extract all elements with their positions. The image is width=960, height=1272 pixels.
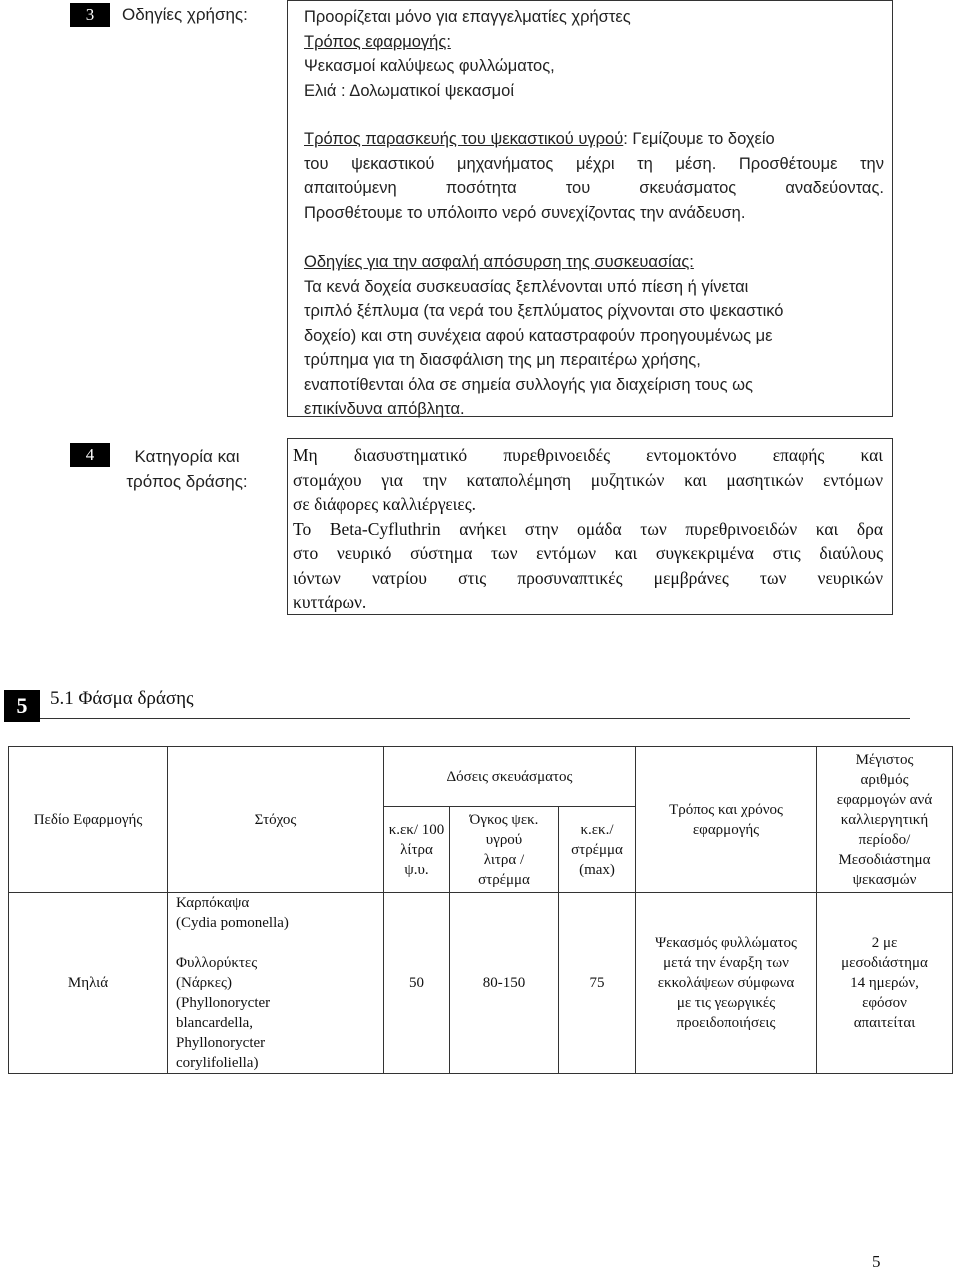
section-divider xyxy=(40,718,910,719)
section-number-3: 3 xyxy=(70,3,110,27)
header-dose-per-stremma: κ.εκ./ στρέμμα (max) xyxy=(559,807,636,893)
mode-of-action-line: στο νευρικό σύστημα των εντόμων και συγκεκριμένα στις διαύλους xyxy=(293,543,883,563)
disposal-line: τρύπημα για τη διασφάλιση της μη περαιτέρω χρήσης, xyxy=(304,351,701,369)
disposal-line: δοχείο) και στη συνέχεια αφού καταστραφούν προηγουμένως με xyxy=(304,326,773,345)
preparation-line: Προσθέτουμε το υπόλοιπο νερό συνεχίζοντας την ανάδευση. xyxy=(304,203,746,222)
application-mode-line: Ελιά : Δολωματικοί ψεκασμοί xyxy=(304,81,515,100)
preparation-line: απαιτούμενη ποσότητα του σκευάσματος αναδεύοντας. xyxy=(304,179,884,197)
section-number-5: 5 xyxy=(4,690,40,722)
header-field: Πεδίο Εφαρμογής xyxy=(9,747,168,893)
mode-of-action-line: στομάχου για την καταπολέμηση μυζητικών και μασητικών εντόμων xyxy=(293,469,883,490)
header-spray-volume: Όγκος ψεκ. υγρού λιτρα / στρέμμα xyxy=(450,807,559,893)
page-number: 5 xyxy=(872,1252,881,1271)
section-number-4: 4 xyxy=(70,443,110,467)
preparation-line: Τρόπος παρασκευής του ψεκαστικού υγρού: Γεμίζουμε το δοχείο xyxy=(304,130,775,148)
application-mode-line: Ψεκασμοί καλύψεως φυλλώματος, xyxy=(304,57,555,75)
mode-of-action-line: Το Beta-Cyfluthrin ανήκει στην ομάδα των πυρεθρινοειδών και δρα xyxy=(293,518,883,539)
spectrum-title: 5.1 Φάσμα δράσης xyxy=(50,688,194,709)
application-mode-title: Τρόπος εφαρμογής: xyxy=(304,32,451,51)
cell-spray-volume: 80-150 xyxy=(450,893,559,1074)
cell-target: Καρπόκαψα (Cydia pomonella) Φυλλορύκτες (Νάρκες) (Phyllonorycter blancardella, Phyllonorycter corylifoliella) xyxy=(168,893,384,1074)
mode-of-action-line: κυττάρων. xyxy=(293,592,367,612)
header-method: Τρόπος και χρόνος εφαρμογής xyxy=(636,747,817,893)
mode-of-action-line: ιόντων νατρίου στις προσυναπτικές μεμβράνες των νευρικών xyxy=(293,567,883,588)
mode-of-action-line: σε διάφορες καλλιέργειες. xyxy=(293,494,477,514)
section-4-text xyxy=(293,443,883,615)
section-3-text xyxy=(304,5,884,422)
disposal-title: Οδηγίες για την ασφαλή απόσυρση της συσκευασίας: xyxy=(304,253,694,271)
mode-of-action-line: Μη διασυστηματικό πυρεθρινοειδές εντομοκτόνο επαφής και xyxy=(293,445,883,465)
header-max-applications: Μέγιστος αριθμός εφαρμογών ανά καλλιεργητική περίοδο/ Μεσοδιάστημα ψεκασμών xyxy=(817,747,953,893)
section-3-label: Οδηγίες χρήσης: xyxy=(122,5,248,24)
disposal-line: επικίνδυνα απόβλητα. xyxy=(304,400,465,418)
preparation-line: του ψεκαστικού μηχανήματος μέχρι τη μέση. Προσθέτουμε την xyxy=(304,154,884,173)
spectrum-table xyxy=(8,746,953,1074)
header-dose-per-100l: κ.εκ/ 100 λίτρα ψ.υ. xyxy=(384,807,450,893)
cell-dose-per-stremma: 75 xyxy=(559,893,636,1074)
cell-dose-per-100l: 50 xyxy=(384,893,450,1074)
disposal-line: εναποτίθενται όλα σε σημεία συλλογής για διαχείριση τους ως xyxy=(304,375,753,394)
header-doses: Δόσεις σκευάσματος xyxy=(384,747,636,807)
professional-use-line: Προορίζεται μόνο για επαγγελματίες χρήστες xyxy=(304,8,631,26)
header-target: Στόχος xyxy=(168,747,384,893)
disposal-line: τριπλό ξέπλυμα (τα νερά του ξεπλύματος ρίχνονται στο ψεκαστικό xyxy=(304,302,784,320)
section-4-label: Κατηγορία και τρόπος δράσης: xyxy=(126,447,248,491)
cell-field: Μηλιά xyxy=(9,893,168,1074)
cell-max-applications: 2 με μεσοδιάστημα 14 ημερών, εφόσον απαιτείται xyxy=(817,893,953,1074)
cell-method: Ψεκασμός φυλλώματος μετά την έναρξη των εκκολάψεων σύμφωνα με τις γεωργικές προειδοποιήσεις xyxy=(636,893,817,1074)
disposal-line: Τα κενά δοχεία συσκευασίας ξεπλένονται υπό πίεση ή γίνεται xyxy=(304,277,749,296)
preparation-title: Τρόπος παρασκευής του ψεκαστικού υγρού xyxy=(304,130,624,148)
